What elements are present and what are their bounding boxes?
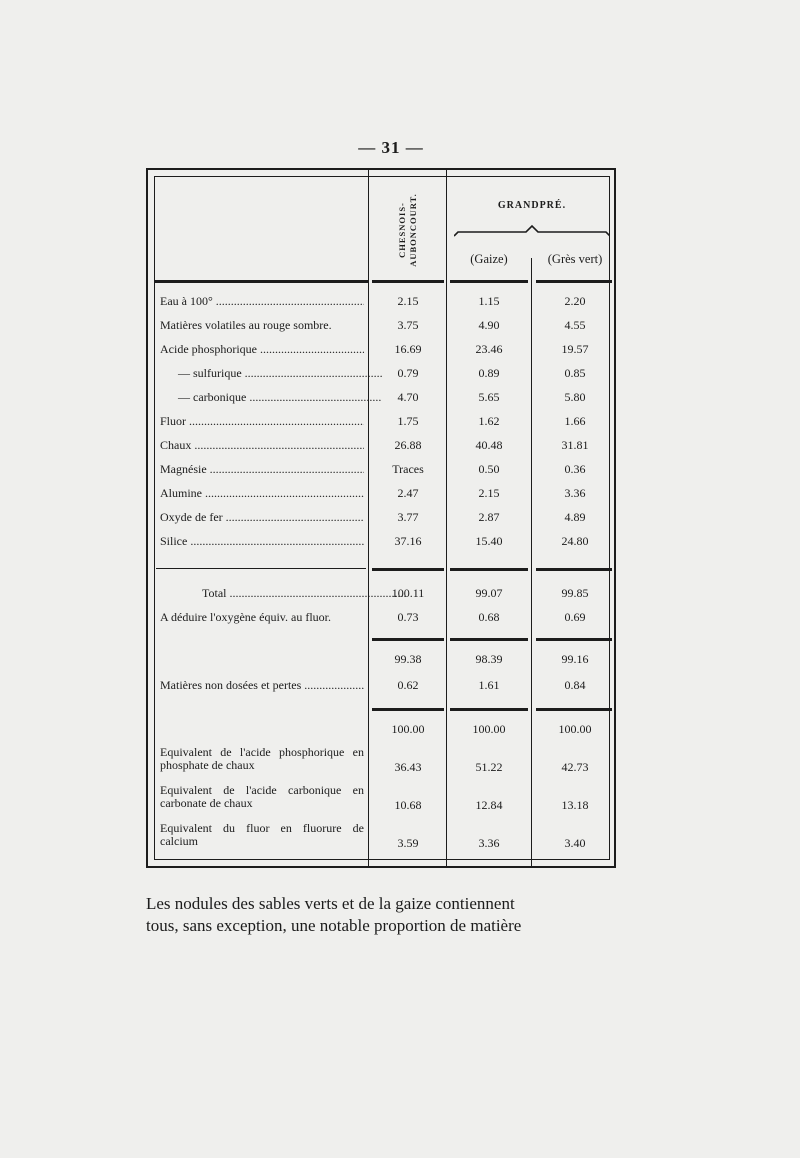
total-rule <box>536 568 612 571</box>
equivalent-row: Equivalent de l'acide phosphorique en phosphate de chaux 36.43 51.22 42.73 <box>160 746 589 774</box>
table-row: Magnésie ..... Traces 0.50 0.36 <box>148 462 618 484</box>
hundred-rule <box>450 708 528 711</box>
analysis-table <box>146 168 616 868</box>
table-row: Oxyde de fer ..... 3.77 2.87 4.89 <box>148 510 618 532</box>
grandpre-brace <box>454 224 610 238</box>
page-number: — 31 — <box>358 138 424 157</box>
subtotal-rule <box>372 638 444 641</box>
header-gres-vert: (Grès vert) <box>547 252 603 266</box>
equivalent-row: Equivalent du fluor en fluorure de calcium 3.59 3.36 3.40 <box>160 822 586 850</box>
deduction-row: A déduire l'oxygène équiv. au fluor. 0.73 0.68 0.69 <box>160 610 586 624</box>
table-row: Acide phosphorique ..... 16.69 23.46 19.57 <box>148 342 618 364</box>
header-rule <box>450 280 528 283</box>
non-dosees-row: Matières non dosées et pertes ..... 0.62 1.61 0.84 <box>148 678 618 700</box>
table-row: Chaux ..... 26.88 40.48 31.81 <box>148 438 618 460</box>
total-row: Total ..... 100.11 99.07 99.85 <box>148 586 618 608</box>
subtotal-rule <box>536 638 612 641</box>
table-row: — carbonique ..... 4.70 5.65 5.80 <box>148 390 618 412</box>
header-rule <box>372 280 444 283</box>
subtotal-row: 99.38 98.39 99.16 <box>394 652 589 666</box>
header-rule <box>536 280 612 283</box>
table-row: Eau à 100° ..... 2.15 1.15 2.20 <box>148 294 618 316</box>
hundred-rule <box>536 708 612 711</box>
table-row: Silice ..... 37.16 15.40 24.80 <box>148 534 618 556</box>
header-grandpre: GRANDPRÉ. <box>497 200 567 211</box>
table-row: Fluor ..... 1.75 1.62 1.66 <box>148 414 618 436</box>
total-rule <box>156 568 366 569</box>
hundred-rule <box>372 708 444 711</box>
total-rule <box>372 568 444 571</box>
header-rule <box>154 280 368 283</box>
body-text-line: tous, sans exception, une notable proportion de matière <box>146 916 522 935</box>
subtotal-rule <box>450 638 528 641</box>
header-gaize: (Gaize) <box>470 252 508 266</box>
total-rule <box>450 568 528 571</box>
table-row: Matières volatiles au rouge sombre. 3.75 4.90 4.55 <box>160 318 586 332</box>
body-text-line: Les nodules des sables verts et de la gaize contiennent <box>146 894 515 913</box>
table-row: Alumine ..... 2.47 2.15 3.36 <box>148 486 618 508</box>
equivalent-row: Equivalent de l'acide carbonique en carbonate de chaux 10.68 12.84 13.18 <box>160 784 589 812</box>
table-row: — sulfurique ..... 0.79 0.89 0.85 <box>148 366 618 388</box>
header-chesnois-auboncourt: CHESNOIS- AUBONCOURT. <box>397 193 418 267</box>
hundred-row: 100.00 100.00 100.00 <box>391 722 592 736</box>
